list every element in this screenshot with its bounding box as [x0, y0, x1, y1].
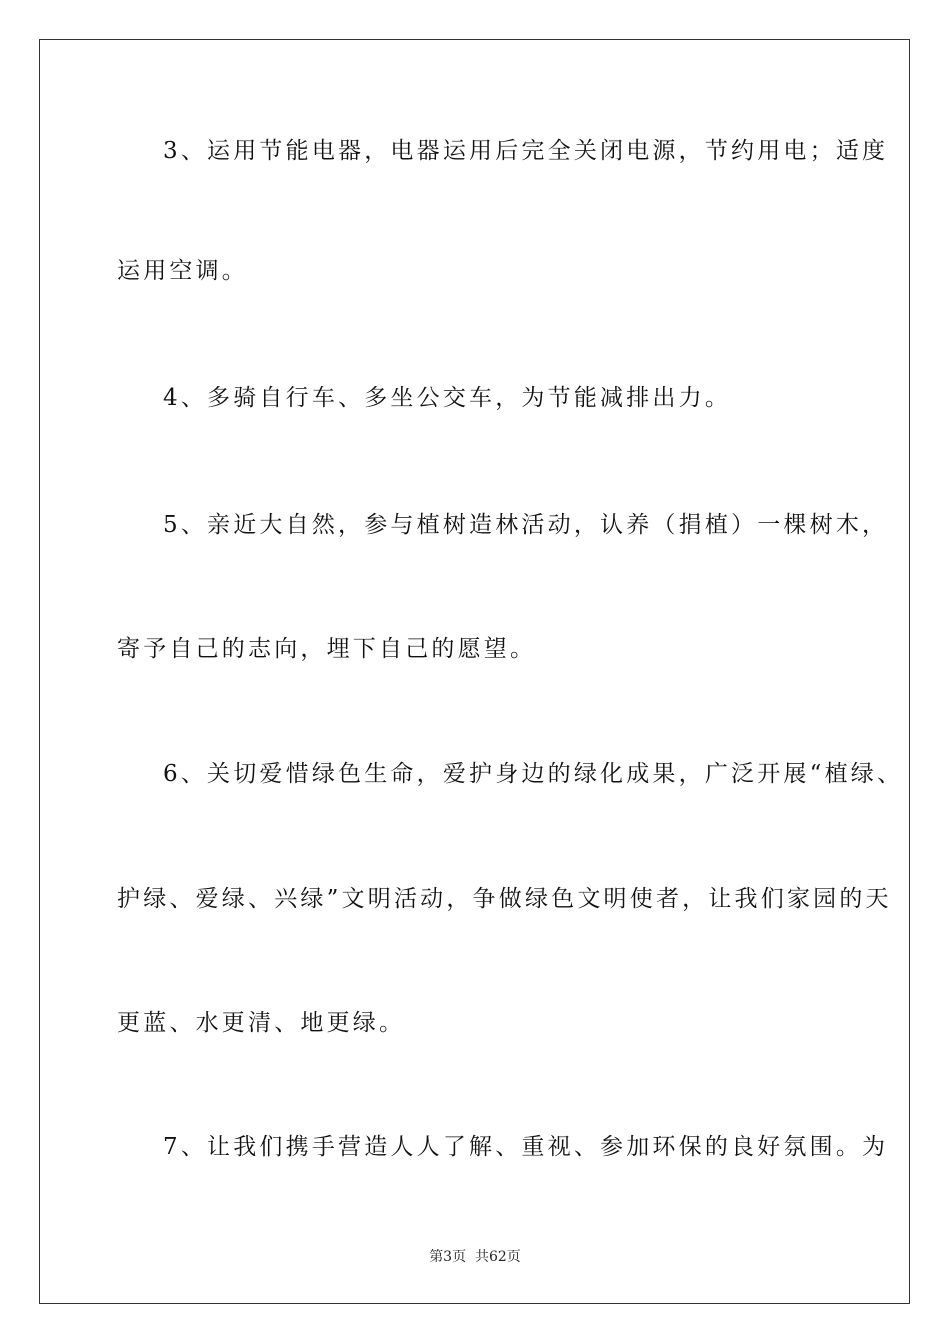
page-number-footer: 第3页 共62页 — [429, 1249, 521, 1265]
paragraph-line: 护绿、爱绿、兴绿”文明活动，争做绿色文明使者，让我们家园的天 — [117, 886, 892, 912]
page-border — [39, 39, 910, 1304]
paragraph-line: 3、运用节能电器，电器运用后完全关闭电源，节约用电；适度 — [163, 138, 889, 164]
paragraph-line: 4、多骑自行车、多坐公交车，为节能减排出力。 — [163, 385, 732, 411]
paragraph-line: 6、关切爱惜绿色生命，爱护身边的绿化成果，广泛开展“植绿、 — [163, 761, 904, 787]
paragraph-line: 7、让我们携手营造人人了解、重视、参加环保的良好氛围。为 — [163, 1134, 889, 1160]
paragraph-line: 寄予自己的志向，埋下自己的愿望。 — [117, 636, 537, 662]
paragraph-line: 更蓝、水更清、地更绿。 — [117, 1010, 406, 1036]
paragraph-line: 运用空调。 — [117, 258, 248, 284]
paragraph-line: 5、亲近大自然，参与植树造林活动，认养（捐植）一棵树木， — [163, 512, 889, 538]
